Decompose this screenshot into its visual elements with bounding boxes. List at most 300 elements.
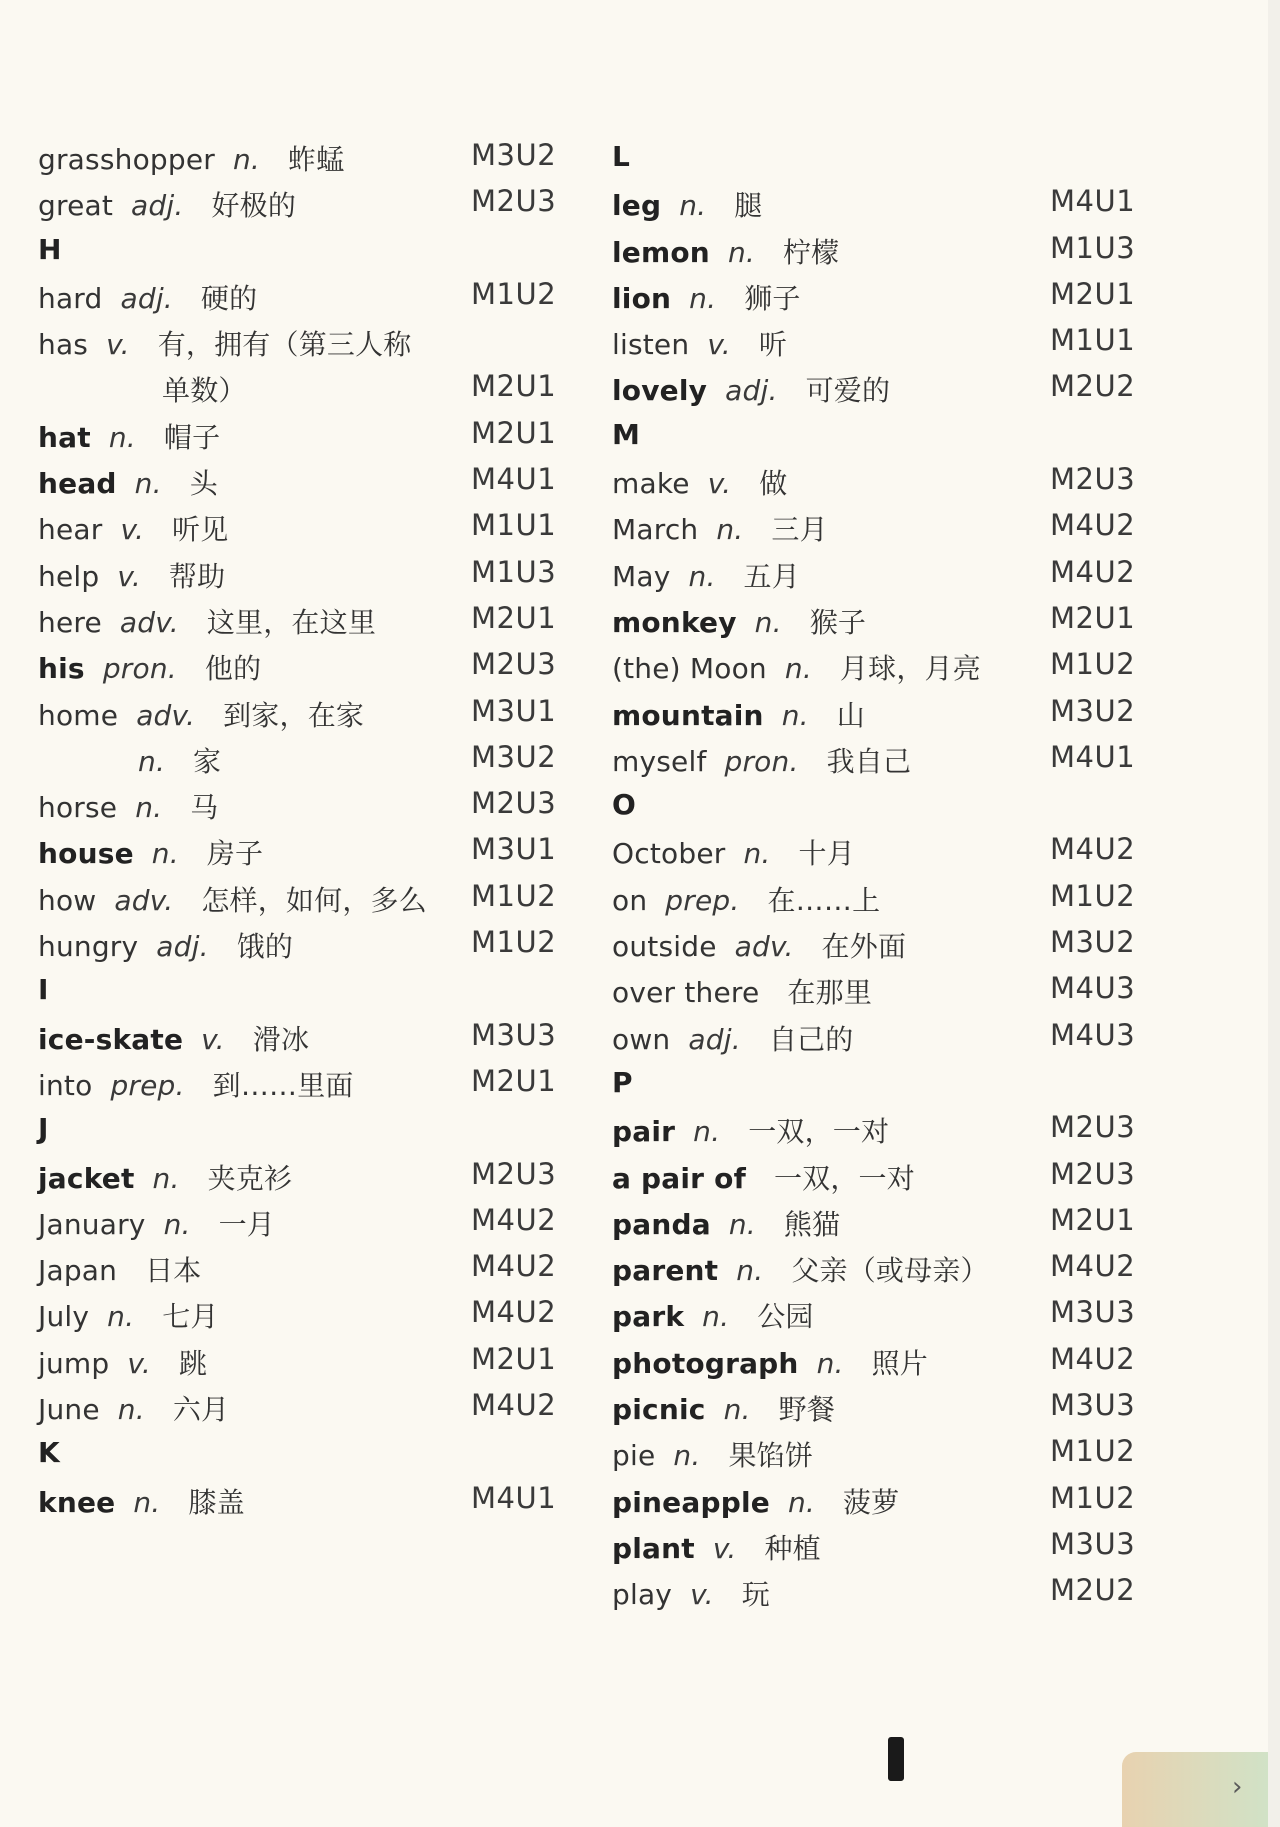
- chinese-meaning: 菠萝: [842, 1485, 900, 1519]
- glossary-entry: [612, 317, 1172, 363]
- unit-reference: M2U1: [471, 600, 557, 635]
- entry-text: [612, 1018, 853, 1058]
- headword: a pair of: [612, 1161, 746, 1195]
- chinese-meaning: 玩: [741, 1578, 770, 1612]
- section-letter: K: [38, 1436, 60, 1470]
- headword: lemon: [612, 235, 710, 269]
- chinese-meaning: 马: [190, 791, 219, 825]
- part-of-speech: n.: [135, 791, 163, 825]
- entry-text: [612, 925, 906, 965]
- chinese-meaning: 在外面: [821, 930, 907, 964]
- glossary-entry: [38, 1197, 568, 1243]
- entry-text: [612, 1295, 814, 1335]
- entry-text: [38, 879, 427, 919]
- chinese-meaning: 家: [193, 744, 222, 778]
- entry-text: [612, 508, 828, 548]
- glossary-entry: [38, 826, 568, 872]
- part-of-speech: adj.: [688, 1022, 741, 1056]
- part-of-speech: n.: [117, 1393, 145, 1427]
- chinese-meaning: 可爱的: [805, 374, 891, 408]
- glossary-entry: [612, 178, 1172, 224]
- page-edge: [1268, 0, 1280, 1827]
- glossary-entry: [612, 734, 1172, 780]
- headword: jump: [38, 1346, 110, 1380]
- part-of-speech: n.: [716, 513, 744, 547]
- entry-text: [38, 277, 257, 317]
- chinese-meaning: 公园: [757, 1300, 814, 1334]
- part-of-speech: prep.: [665, 883, 740, 917]
- unit-reference: M1U3: [1050, 230, 1136, 265]
- section-letter-row: [612, 780, 1172, 826]
- glossary-entry: [38, 317, 568, 363]
- part-of-speech: n.: [134, 467, 162, 501]
- section-letter-row: [38, 965, 568, 1011]
- glossary-entry: [612, 1428, 1172, 1474]
- part-of-speech: v.: [117, 559, 141, 593]
- chinese-meaning: 山: [836, 698, 865, 732]
- section-letter-row: [38, 1104, 568, 1150]
- headword: pair: [612, 1115, 676, 1149]
- entry-text: [38, 1064, 354, 1104]
- part-of-speech: v.: [707, 328, 731, 362]
- unit-reference: M4U2: [1050, 1341, 1136, 1376]
- part-of-speech: v.: [127, 1346, 151, 1380]
- chinese-meaning: 狮子: [744, 281, 801, 315]
- entry-text: [612, 971, 872, 1011]
- entry-text: [612, 1573, 770, 1613]
- chinese-meaning: 我自己: [826, 744, 912, 778]
- part-of-speech: n.: [781, 698, 809, 732]
- part-of-speech: adv.: [136, 698, 196, 732]
- part-of-speech: n.: [693, 1115, 721, 1149]
- chinese-meaning: 猴子: [809, 605, 867, 639]
- chinese-meaning: 照片: [871, 1346, 929, 1380]
- glossary-entry: [38, 271, 568, 317]
- chinese-meaning: 熊猫: [783, 1207, 841, 1241]
- unit-reference: M4U1: [471, 1480, 557, 1515]
- chinese-meaning: 好极的: [211, 189, 297, 223]
- headword: October: [612, 837, 726, 871]
- headword: grasshopper: [38, 143, 215, 176]
- entry-text: [612, 369, 890, 409]
- glossary-entry: [612, 363, 1172, 409]
- glossary-entry: [612, 1336, 1172, 1382]
- chinese-meaning: 饿的: [236, 930, 294, 964]
- unit-reference: M3U3: [1050, 1526, 1136, 1561]
- unit-reference: M1U2: [1050, 1480, 1136, 1515]
- entry-text: [612, 555, 800, 595]
- glossary-entry: [38, 178, 568, 224]
- glossary-entry: [612, 225, 1172, 271]
- part-of-speech: pron.: [102, 652, 177, 686]
- section-letter: J: [38, 1112, 49, 1146]
- entry-text: [612, 1481, 899, 1521]
- glossary-left-column: [38, 132, 568, 1521]
- part-of-speech: v.: [690, 1578, 714, 1612]
- glossary-entry: [612, 1289, 1172, 1335]
- glossary-entry: [612, 873, 1172, 919]
- headword: house: [38, 837, 134, 871]
- glossary-entry: [612, 549, 1172, 595]
- unit-reference: M2U1: [471, 1341, 557, 1376]
- entry-text: [612, 1157, 915, 1197]
- entry-text: [38, 647, 261, 687]
- next-page-icon: ›: [1232, 1772, 1243, 1802]
- unit-reference: M2U1: [471, 369, 557, 404]
- glossary-entry: [612, 1567, 1172, 1613]
- glossary-entry: [612, 271, 1172, 317]
- part-of-speech: n.: [743, 837, 771, 871]
- headword: hat: [38, 420, 91, 454]
- headword: photograph: [612, 1346, 799, 1380]
- part-of-speech: n.: [784, 652, 812, 686]
- glossary-entry: [38, 688, 568, 734]
- entry-text: [38, 1342, 207, 1382]
- part-of-speech: n.: [163, 1207, 191, 1241]
- section-letter: M: [612, 417, 640, 451]
- chinese-meaning: 一双，一对: [748, 1115, 890, 1149]
- headword: panda: [612, 1207, 711, 1241]
- unit-reference: M3U2: [1050, 925, 1136, 960]
- entry-text: [38, 740, 221, 780]
- chinese-meaning: 这里，在这里: [206, 605, 377, 639]
- entry-text: [38, 1249, 202, 1289]
- unit-reference: M4U2: [1050, 1249, 1136, 1284]
- headword: (the) Moon: [612, 652, 767, 686]
- chinese-meaning: 在……上: [767, 883, 881, 917]
- glossary-entry: [612, 641, 1172, 687]
- chinese-meaning: 头: [189, 467, 218, 501]
- entry-text: [38, 1157, 292, 1197]
- part-of-speech: n.: [133, 1485, 161, 1519]
- unit-reference: M1U2: [1050, 1434, 1136, 1469]
- part-of-speech: n.: [787, 1485, 815, 1519]
- unit-reference: M1U3: [471, 554, 557, 589]
- unit-reference: M3U1: [471, 832, 557, 867]
- part-of-speech: n.: [673, 1439, 701, 1473]
- headword: hear: [38, 513, 103, 547]
- chinese-meaning: 听: [758, 328, 788, 362]
- glossary-entry: [38, 363, 568, 409]
- glossary-entry: [38, 410, 568, 456]
- entry-text: [38, 369, 247, 409]
- entry-text: [612, 1203, 840, 1243]
- glossary-entry: [612, 688, 1172, 734]
- headword: June: [38, 1393, 100, 1427]
- unit-reference: M1U1: [1050, 323, 1136, 358]
- entry-text: [612, 1527, 821, 1567]
- unit-reference: M2U1: [471, 1063, 557, 1098]
- headword: leg: [612, 189, 662, 223]
- part-of-speech: adv.: [119, 605, 179, 639]
- headword: Japan: [38, 1254, 118, 1288]
- part-of-speech: n.: [679, 189, 707, 223]
- headword: horse: [38, 791, 118, 825]
- glossary-entry: [612, 456, 1172, 502]
- glossary-entry: [38, 456, 568, 502]
- entry-text: [38, 1388, 229, 1428]
- unit-reference: M4U2: [1050, 832, 1136, 867]
- part-of-speech: v.: [707, 467, 732, 501]
- headword: play: [612, 1578, 673, 1612]
- unit-reference: M1U2: [1050, 647, 1136, 682]
- part-of-speech: n.: [108, 420, 136, 454]
- entry-text: [612, 1388, 835, 1428]
- part-of-speech: adv.: [734, 930, 794, 964]
- chinese-meaning: 父亲（或母亲）: [791, 1254, 989, 1288]
- section-letter: I: [38, 973, 49, 1007]
- chinese-meaning: 膝盖: [188, 1485, 245, 1519]
- entry-text: [612, 647, 981, 687]
- chinese-meaning: 跳: [178, 1346, 208, 1380]
- entry-text: [38, 925, 293, 965]
- chinese-meaning: 六月: [172, 1393, 230, 1427]
- headword: plant: [612, 1531, 695, 1565]
- part-of-speech: n.: [816, 1346, 844, 1380]
- headword: into: [38, 1068, 93, 1102]
- entry-text: [38, 1481, 245, 1521]
- chinese-meaning: 种植: [764, 1531, 821, 1565]
- glossary-entry: [38, 132, 568, 178]
- section-letter: O: [612, 788, 636, 822]
- headword: make: [612, 467, 690, 501]
- chinese-meaning: 柠檬: [782, 235, 840, 269]
- section-letter-row: [612, 132, 1172, 178]
- chinese-meaning: 做: [759, 467, 788, 501]
- chinese-meaning: 日本: [145, 1254, 202, 1288]
- part-of-speech: adj.: [725, 374, 778, 408]
- entry-text: [612, 832, 855, 872]
- unit-reference: M2U2: [1050, 1573, 1136, 1608]
- part-of-speech: n.: [736, 1254, 764, 1288]
- entry-text: [612, 184, 762, 224]
- unit-reference: M4U1: [1050, 184, 1136, 219]
- headword: outside: [612, 930, 717, 964]
- unit-reference: M2U1: [1050, 1202, 1136, 1237]
- entry-text: [38, 184, 296, 224]
- glossary-entry: [612, 919, 1172, 965]
- chinese-meaning: 七月: [162, 1300, 219, 1334]
- unit-reference: M4U3: [1050, 1017, 1136, 1052]
- part-of-speech: n.: [754, 605, 782, 639]
- glossary-entry: [612, 1382, 1172, 1428]
- headword: January: [38, 1207, 146, 1241]
- headword: monkey: [612, 605, 737, 639]
- headword: lion: [612, 281, 672, 315]
- unit-reference: M2U1: [1050, 276, 1136, 311]
- chinese-meaning: 三月: [771, 513, 828, 547]
- part-of-speech: n.: [138, 744, 166, 778]
- unit-reference: M3U3: [471, 1017, 557, 1052]
- unit-reference: M2U3: [1050, 462, 1136, 497]
- entry-text: [612, 323, 787, 363]
- glossary-entry: [38, 1243, 568, 1289]
- unit-reference: M4U2: [471, 1388, 557, 1423]
- part-of-speech: adj.: [131, 189, 184, 223]
- headword: how: [38, 883, 97, 917]
- unit-reference: M3U1: [471, 693, 557, 728]
- glossary-entry: [38, 502, 568, 548]
- chinese-meaning: 有，拥有（第三人称: [157, 328, 412, 362]
- glossary-entry: [38, 549, 568, 595]
- glossary-entry: [38, 1475, 568, 1521]
- glossary-entry: [612, 1197, 1172, 1243]
- section-letter: H: [38, 232, 62, 266]
- chinese-meaning: 夹克衫: [207, 1161, 293, 1195]
- part-of-speech: n.: [152, 1161, 180, 1195]
- unit-reference: M1U2: [1050, 878, 1136, 913]
- section-letter-row: [612, 410, 1172, 456]
- glossary-entry: [38, 1012, 568, 1058]
- entry-text: [38, 416, 220, 456]
- entry-text: [38, 555, 225, 595]
- glossary-entry: [612, 965, 1172, 1011]
- entry-text: [38, 1203, 275, 1243]
- glossary-entry: [612, 1012, 1172, 1058]
- headword: his: [38, 652, 85, 686]
- chinese-meaning: 到……里面: [212, 1068, 354, 1102]
- chinese-meaning: 野餐: [778, 1393, 836, 1427]
- glossary-entry: [38, 780, 568, 826]
- chinese-meaning: 听见: [172, 513, 229, 547]
- unit-reference: M2U3: [471, 1156, 557, 1191]
- unit-reference: M2U1: [471, 415, 557, 450]
- chinese-meaning: 房子: [206, 837, 264, 871]
- unit-reference: M4U3: [1050, 971, 1136, 1006]
- headword: great: [38, 189, 114, 223]
- section-letter-row: [38, 225, 568, 271]
- unit-reference: M3U2: [471, 138, 557, 172]
- section-letter: P: [612, 1065, 633, 1099]
- section-letter: L: [612, 140, 630, 173]
- glossary-entry: [612, 1104, 1172, 1150]
- unit-reference: M2U3: [1050, 1156, 1136, 1191]
- chinese-meaning: 滑冰: [252, 1022, 310, 1056]
- entry-text: [38, 601, 376, 641]
- headword: knee: [38, 1485, 116, 1519]
- chinese-meaning: 在那里: [787, 976, 873, 1010]
- glossary-entry: [38, 1289, 568, 1335]
- headword: mountain: [612, 698, 764, 732]
- headword: lovely: [612, 374, 708, 408]
- glossary-entry: [38, 1336, 568, 1382]
- part-of-speech: n.: [107, 1300, 135, 1334]
- headword: May: [612, 559, 671, 593]
- chinese-meaning: 怎样，如何，多么: [201, 883, 427, 917]
- headword: pineapple: [612, 1485, 770, 1519]
- unit-reference: M3U2: [471, 739, 557, 774]
- part-of-speech: n.: [723, 1393, 751, 1427]
- chinese-meaning: 自己的: [768, 1022, 854, 1056]
- headword: head: [38, 467, 117, 501]
- headword: parent: [612, 1254, 719, 1288]
- headword: listen: [612, 328, 690, 362]
- unit-reference: M4U1: [471, 462, 557, 497]
- unit-reference: M1U2: [471, 878, 557, 913]
- headword: over there: [612, 976, 760, 1010]
- chinese-meaning: 他的: [204, 652, 262, 686]
- part-of-speech: n.: [728, 1207, 756, 1241]
- entry-text: [612, 879, 880, 919]
- entry-text: [38, 694, 364, 734]
- unit-reference: M2U1: [1050, 600, 1136, 635]
- section-letter-row: [612, 1058, 1172, 1104]
- unit-reference: M2U3: [471, 786, 557, 821]
- part-of-speech: n.: [702, 1300, 730, 1334]
- headword: jacket: [38, 1161, 135, 1195]
- headword: ice-skate: [38, 1022, 184, 1056]
- entry-text: [38, 1295, 219, 1335]
- entry-text: [38, 1018, 309, 1058]
- headword: help: [38, 559, 100, 593]
- headword: here: [38, 605, 102, 639]
- entry-text: [38, 786, 218, 826]
- headword: March: [612, 513, 699, 547]
- part-of-speech: pron.: [724, 744, 799, 778]
- glossary-entry: [38, 734, 568, 780]
- part-of-speech: v.: [712, 1531, 737, 1565]
- chinese-meaning: 五月: [743, 559, 800, 593]
- entry-text: [612, 740, 911, 780]
- glossary-entry: [612, 1521, 1172, 1567]
- unit-reference: M4U1: [1050, 739, 1136, 774]
- part-of-speech: n.: [232, 143, 261, 176]
- entry-text: [38, 138, 344, 178]
- glossary-entry: [38, 1382, 568, 1428]
- glossary-entry: [38, 919, 568, 965]
- entry-text: [38, 462, 218, 502]
- unit-reference: M2U3: [471, 184, 557, 219]
- unit-reference: M4U2: [471, 1202, 557, 1237]
- glossary-entry: [38, 873, 568, 919]
- chinese-meaning-continued: 单数）: [162, 374, 247, 408]
- part-of-speech: adv.: [114, 883, 174, 917]
- glossary-entry: [612, 502, 1172, 548]
- part-of-speech: n.: [727, 235, 755, 269]
- entry-text: [612, 1110, 889, 1150]
- part-of-speech: n.: [688, 559, 716, 593]
- unit-reference: M4U2: [471, 1249, 557, 1284]
- headword: own: [612, 1022, 671, 1056]
- unit-reference: M3U3: [1050, 1295, 1136, 1330]
- glossary-entry: [612, 1151, 1172, 1197]
- entry-text: [612, 231, 839, 271]
- chinese-meaning: 腿: [734, 189, 763, 223]
- glossary-entry: [38, 641, 568, 687]
- unit-reference: M3U2: [1050, 693, 1136, 728]
- chinese-meaning: 一双，一对: [773, 1161, 915, 1195]
- entry-text: [612, 1342, 928, 1382]
- glossary-right-column: [612, 132, 1172, 1614]
- part-of-speech: prep.: [110, 1068, 185, 1102]
- unit-reference: M4U2: [1050, 554, 1136, 589]
- part-of-speech: v.: [120, 513, 145, 547]
- unit-reference: M2U3: [1050, 1110, 1136, 1145]
- part-of-speech: n.: [151, 837, 179, 871]
- glossary-entry: [612, 595, 1172, 641]
- section-letter-row: [38, 1428, 568, 1474]
- entry-text: [612, 1249, 989, 1289]
- entry-text: [612, 462, 787, 502]
- headword: hard: [38, 281, 103, 315]
- part-of-speech: v.: [106, 328, 130, 362]
- chinese-meaning: 到家，在家: [223, 698, 365, 732]
- entry-text: [38, 508, 228, 548]
- unit-reference: M2U3: [471, 647, 557, 682]
- entry-text: [612, 1434, 813, 1474]
- chinese-meaning: 一月: [218, 1207, 276, 1241]
- headword: pie: [612, 1439, 656, 1473]
